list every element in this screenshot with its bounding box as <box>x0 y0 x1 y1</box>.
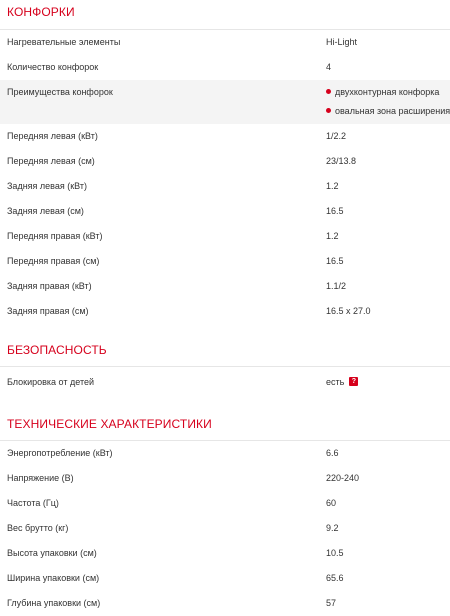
spec-row-front-left-kw <box>0 124 450 149</box>
spec-row-burner-count <box>0 55 450 80</box>
spec-row-rear-left-kw <box>0 174 450 199</box>
spec-row-front-right-cm <box>0 249 450 274</box>
spec-value: 23/13.8 <box>326 156 357 166</box>
spec-row-child-lock <box>0 367 450 401</box>
spec-row-pack-depth <box>0 591 450 616</box>
spec-row-voltage <box>0 466 450 491</box>
spec-value: 1.2 <box>326 181 339 191</box>
spec-value: 65.6 <box>326 573 344 583</box>
section-title-safety: БЕЗОПАСНОСТЬ <box>7 343 107 357</box>
spec-row-pack-height <box>0 541 450 566</box>
spec-row-gross-weight <box>0 516 450 541</box>
spec-label: Ширина упаковки (см) <box>7 573 100 583</box>
spec-value: 4 <box>326 62 332 72</box>
spec-row-power <box>0 441 450 466</box>
spec-label: Передняя правая (см) <box>7 256 100 266</box>
help-question-icon[interactable]: ? <box>349 377 358 386</box>
spec-label: Высота упаковки (см) <box>7 548 97 558</box>
spec-row-front-right-kw <box>0 224 450 249</box>
spec-value: 1.2 <box>326 231 339 241</box>
spec-page <box>0 3 450 608</box>
spec-value: Hi-Light <box>326 37 358 47</box>
spec-value: 6.6 <box>326 448 339 458</box>
spec-label: Блокировка от детей <box>7 377 95 387</box>
spec-label: Количество конфорок <box>7 62 99 72</box>
spec-label: Энергопотребление (кВт) <box>7 448 113 458</box>
red-dot-bullet-icon <box>326 108 331 113</box>
spec-value: 16.5 <box>326 256 344 266</box>
spec-row-frequency <box>0 491 450 516</box>
spec-value: 1.1/2 <box>326 281 347 291</box>
spec-label: Частота (Гц) <box>7 498 59 508</box>
spec-value: 1/2.2 <box>326 131 347 141</box>
spec-label: Напряжение (В) <box>7 473 74 483</box>
spec-label: Передняя левая (кВт) <box>7 131 98 141</box>
list-item <box>326 86 450 105</box>
spec-value: 220-240 <box>326 473 360 483</box>
list-item-text: двухконтурная конфорка <box>335 87 440 97</box>
spec-label: Передняя левая (см) <box>7 156 95 166</box>
spec-label: Нагревательные элементы <box>7 37 121 47</box>
spec-value: 16.5 <box>326 206 344 216</box>
section-title-burners: КОНФОРКИ <box>7 5 75 19</box>
list-item-text: овальная зона расширения <box>335 106 450 116</box>
spec-row-heating-elements <box>0 30 450 55</box>
spec-row-rear-right-cm <box>0 299 450 324</box>
spec-value-with-help <box>326 376 450 388</box>
spec-label: Глубина упаковки (см) <box>7 598 101 608</box>
spec-value: есть <box>326 377 345 387</box>
spec-label: Передняя правая (кВт) <box>7 231 103 241</box>
spec-label: Преимущества конфорок <box>7 87 113 97</box>
spec-value-list <box>326 86 450 124</box>
spec-value: 16.5 x 27.0 <box>326 306 371 316</box>
list-item <box>326 105 450 124</box>
spec-label: Вес брутто (кг) <box>7 523 69 533</box>
spec-value: 10.5 <box>326 548 344 558</box>
section-title-specs: ТЕХНИЧЕСКИЕ ХАРАКТЕРИСТИКИ <box>7 417 212 431</box>
spec-value: 60 <box>326 498 337 508</box>
spec-label: Задняя левая (кВт) <box>7 181 87 191</box>
spec-row-advantages <box>0 80 450 124</box>
spec-row-rear-right-kw <box>0 274 450 299</box>
spec-label: Задняя правая (кВт) <box>7 281 92 291</box>
spec-label: Задняя правая (см) <box>7 306 89 316</box>
spec-row-rear-left-cm <box>0 199 450 224</box>
spec-label: Задняя левая (см) <box>7 206 84 216</box>
spec-value: 9.2 <box>326 523 339 533</box>
spec-value: 57 <box>326 598 337 608</box>
spec-row-front-left-cm <box>0 149 450 174</box>
red-dot-bullet-icon <box>326 89 331 94</box>
spec-row-pack-width <box>0 566 450 591</box>
